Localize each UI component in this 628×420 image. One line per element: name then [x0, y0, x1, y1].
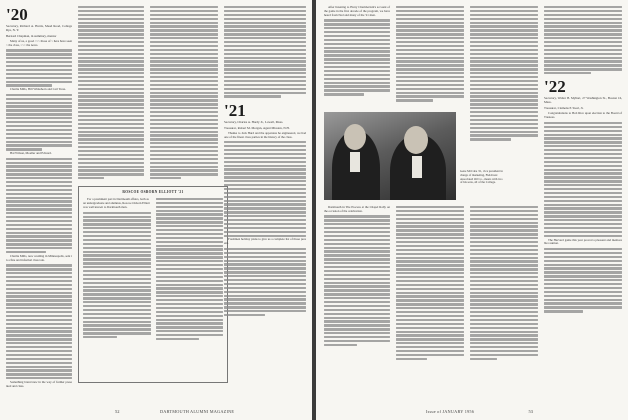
body-paragraph: After listening to Harry Chamberlain's account of the game in the first decade of the program, we have heard from Ned and many of the '21 men. [324, 5, 390, 17]
body-paragraph: The Harvard game this year proved a pleasant and memorable reunion. [544, 237, 622, 246]
text-block [6, 49, 72, 86]
text-block [78, 6, 144, 179]
left-page [0, 0, 312, 420]
body-paragraph: Dartmouth in The Process at the Chapel Rally on the occasion of the celebration. [324, 205, 390, 213]
page-number: 53 [528, 409, 533, 414]
text-block [396, 6, 464, 102]
text-block [6, 264, 72, 379]
text-block [470, 6, 538, 141]
memorial-text: For a prominent part in Dartmouth affairs, both as an undergraduate and alumnus, Roscoe Osborn Elliott was well known to Dartmouth men. [83, 196, 150, 209]
left-column-1 [6, 6, 72, 390]
right-column-2 [396, 6, 464, 103]
text-block [224, 248, 306, 316]
photo-caption: Gene McCabe '21, vice president in charge of marketing, Fieldcrest Associated Oil Co., meets with two of his sons, all of the College. [460, 169, 503, 185]
right-page [316, 0, 628, 420]
right-column-1-lower [324, 206, 390, 348]
text-block [544, 248, 622, 313]
class-secretary-line: Secretary, Walter B. Myhart, 27 Washington St., Boston 16, Mass. [544, 96, 622, 105]
class-secretary-line: Secretary, Richard A. Harris, Mead Road, College Rye, N. Y. [6, 24, 72, 32]
right-column-3 [470, 6, 538, 142]
class-year-heading: '20 [6, 5, 28, 24]
body-paragraph: Charlie Mills, now residing in Minneapolis, sent in a fine and informal class tale. [6, 253, 72, 262]
right-column-1 [324, 6, 390, 97]
text-block [224, 141, 306, 237]
text-block [324, 19, 390, 95]
right-column-3-lower [470, 206, 538, 362]
left-column-4 [224, 6, 306, 318]
text-block [156, 198, 224, 340]
body-paragraph: Hal Wilson, Moeller and Edward. [10, 151, 52, 156]
page-number: 52 [115, 409, 120, 414]
memorial-title: ROSCOE OSBORN ELLIOTT '21 [122, 190, 184, 194]
text-block [150, 6, 218, 179]
text-block [470, 206, 538, 360]
body-paragraph: Something brand new in the way of further presented and class. [6, 380, 72, 388]
text-block [396, 206, 464, 360]
left-column-3 [150, 6, 218, 181]
magazine-footer: DARTMOUTH ALUMNI MAGAZINE [160, 409, 235, 414]
class-treasurer-line: Treasurer, Robert M. Morgan, Agent Mission, N.H. [224, 125, 290, 130]
issue-footer: Issue of JANUARY 1956 [426, 409, 475, 414]
class-treasurer-line: Bernard Chapman, in summary, mentor [6, 34, 57, 38]
body-paragraph: Freshmen holiday plans to give us a complete list of those present. [224, 237, 306, 246]
text-block [324, 215, 390, 346]
body-paragraph: Many of us, a good ~~~ those of ~ here have seen ~ the class, ~~~ the news. [6, 39, 72, 47]
class-treasurer-line: Treasurer, Clemens P. Steel, Jr. [544, 106, 584, 111]
text-block [83, 212, 151, 339]
class-secretary-line: Secretary, Charles A. Hardy Jr., Lowell, Mass. [224, 119, 284, 124]
text-block [544, 122, 622, 237]
text-block [544, 6, 622, 74]
class-year-heading: '22 [544, 77, 566, 97]
body-paragraph: Congratulations to Bob Rice upon election to the Board of Trustees. [544, 111, 622, 120]
text-block [6, 94, 72, 151]
body-paragraph: Charlie Mills, Bill Whitehorn and Carl Tress. [10, 87, 66, 92]
text-block [6, 158, 72, 254]
right-column-4 [544, 6, 622, 314]
class-photo [324, 112, 456, 200]
text-block [224, 6, 306, 98]
class-year-heading: '21 [224, 100, 246, 120]
body-paragraph: Thanks to Jack Hurd and the apparatus he engineered, we had one of the finest class parties in the history of the class. [224, 130, 306, 139]
left-column-2 [78, 6, 144, 181]
memorial-box [78, 186, 228, 383]
right-column-2-lower [396, 206, 464, 362]
